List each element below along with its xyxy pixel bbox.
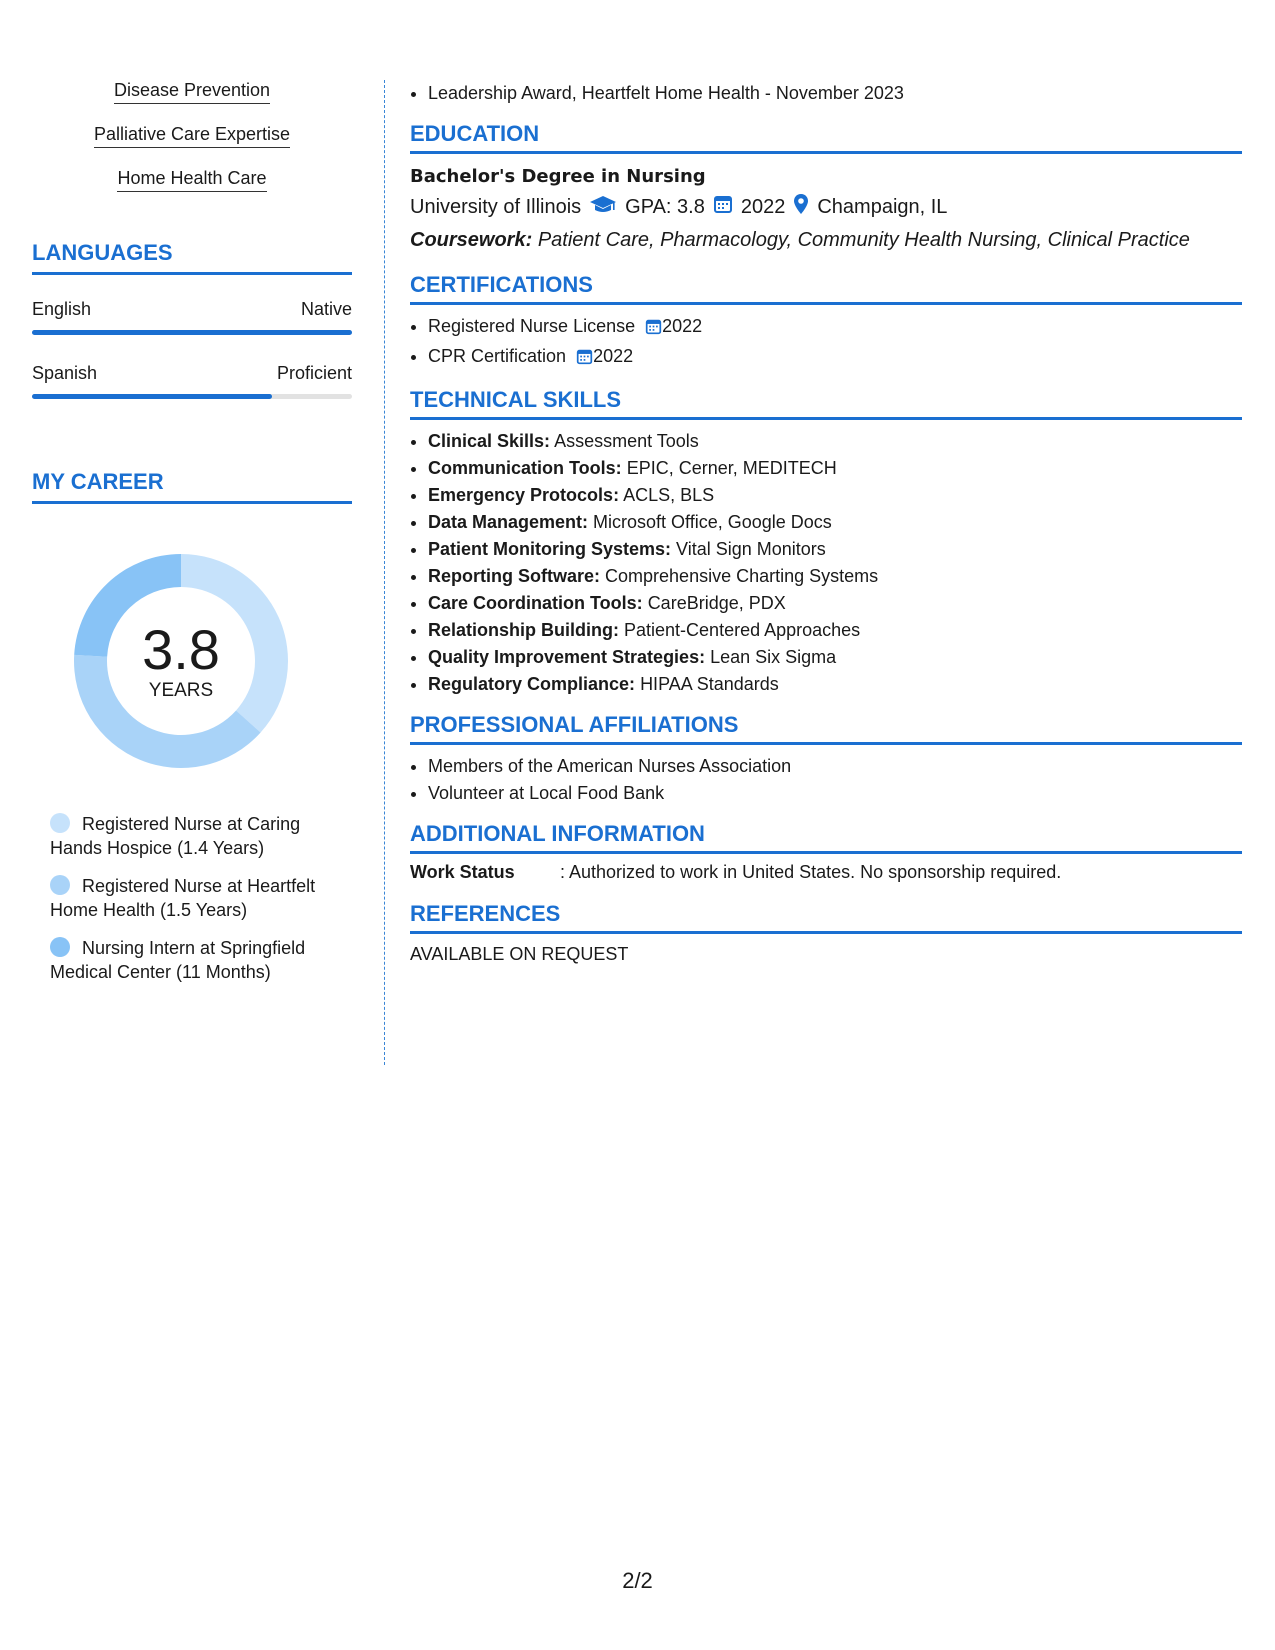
language-bar-fill [32, 330, 352, 335]
list-item: • CPR Certification 2022 [428, 343, 1242, 373]
language-name: Spanish [32, 363, 98, 383]
legend-item: Nursing Intern at Springfield Medical Center (11 Months) [50, 938, 306, 982]
list-item: • Communication Tools: EPIC, Cerner, MEDITECH [428, 455, 1242, 482]
career-donut-chart [66, 546, 296, 776]
education-coursework: Coursework: Patient Care, Pharmacology, Community Health Nursing, Clinical Practice [410, 229, 1190, 251]
certifications-list [410, 313, 1242, 373]
list-item: • Members of the American Nurses Association [428, 753, 1242, 780]
references-heading: REFERENCES [410, 901, 1242, 934]
affiliations-list [410, 753, 1242, 807]
education-year: 2022 [740, 195, 786, 218]
language-bar-fill [32, 394, 272, 399]
list-item: • Emergency Protocols: ACLS, BLS [428, 482, 1242, 509]
certifications-heading: CERTIFICATIONS [410, 272, 1242, 305]
legend-dot [50, 937, 70, 957]
list-item: • Clinical Skills: Assessment Tools [428, 428, 1242, 455]
work-status-label: Work Status [410, 862, 515, 882]
language-english [32, 299, 352, 335]
list-item: • Leadership Award, Heartfelt Home Health - November 2023 [428, 80, 1242, 107]
education-degree: Bachelor's Degree in Nursing [410, 166, 706, 187]
language-bar [32, 330, 352, 335]
legend-item: Registered Nurse at Heartfelt Home Health (1.5 Years) [50, 876, 316, 920]
language-level: Native [300, 299, 352, 319]
list-item: • Relationship Building: Patient-Centered Approaches [428, 617, 1242, 644]
location-pin-icon [793, 193, 809, 221]
list-item: • Data Management: Microsoft Office, Google Docs [428, 509, 1242, 536]
affiliations-heading: PROFESSIONAL AFFILIATIONS [410, 712, 1242, 745]
additional-info-heading: ADDITIONAL INFORMATION [410, 821, 1242, 854]
education-location: Champaign, IL [817, 195, 948, 218]
language-bar [32, 394, 352, 399]
list-item: • Regulatory Compliance: HIPAA Standards [428, 671, 1242, 698]
education-heading: EDUCATION [410, 121, 1242, 154]
column-divider [384, 80, 385, 1065]
language-level: Proficient [276, 363, 352, 383]
legend-dot [50, 813, 70, 833]
skill-tag: Home Health Care [32, 168, 352, 192]
career-total: 3.8 [142, 618, 220, 681]
education-details [410, 193, 1242, 221]
graduation-cap-icon [589, 194, 617, 220]
list-item: • Reporting Software: Comprehensive Charting Systems [428, 563, 1242, 590]
references-text: AVAILABLE ON REQUEST [410, 944, 629, 964]
right-column [410, 80, 1242, 965]
list-item: • Registered Nurse License 2022 [428, 313, 1242, 343]
skill-tag: Disease Prevention [32, 80, 352, 104]
technical-skills-list [410, 428, 1242, 698]
awards-list [410, 80, 1242, 107]
list-item: • Care Coordination Tools: CareBridge, PDX [428, 590, 1242, 617]
left-column [32, 80, 352, 998]
work-status-row [410, 862, 1242, 883]
education-school: University of Illinois [410, 195, 582, 218]
skill-tag: Palliative Care Expertise [32, 124, 352, 148]
list-item: • Patient Monitoring Systems: Vital Sign Monitors [428, 536, 1242, 563]
list-item: • Volunteer at Local Food Bank [428, 780, 1242, 807]
career-legend [50, 812, 340, 984]
list-item: • Quality Improvement Strategies: Lean Six Sigma [428, 644, 1242, 671]
legend-dot [50, 875, 70, 895]
career-heading: MY CAREER [32, 469, 352, 504]
language-spanish [32, 363, 352, 399]
calendar-icon [645, 316, 662, 343]
calendar-icon [713, 194, 733, 220]
education-gpa: GPA: 3.8 [625, 195, 705, 218]
technical-skills-heading: TECHNICAL SKILLS [410, 387, 1242, 420]
calendar-icon [576, 346, 593, 373]
languages-heading: LANGUAGES [32, 240, 352, 275]
work-status-value: : Authorized to work in United States. No sponsorship required. [560, 862, 1062, 882]
page-number: 2/2 [622, 1568, 653, 1593]
language-name: English [32, 299, 92, 319]
career-unit: YEARS [148, 680, 214, 701]
legend-item: Registered Nurse at Caring Hands Hospice (1.4 Years) [50, 814, 301, 858]
